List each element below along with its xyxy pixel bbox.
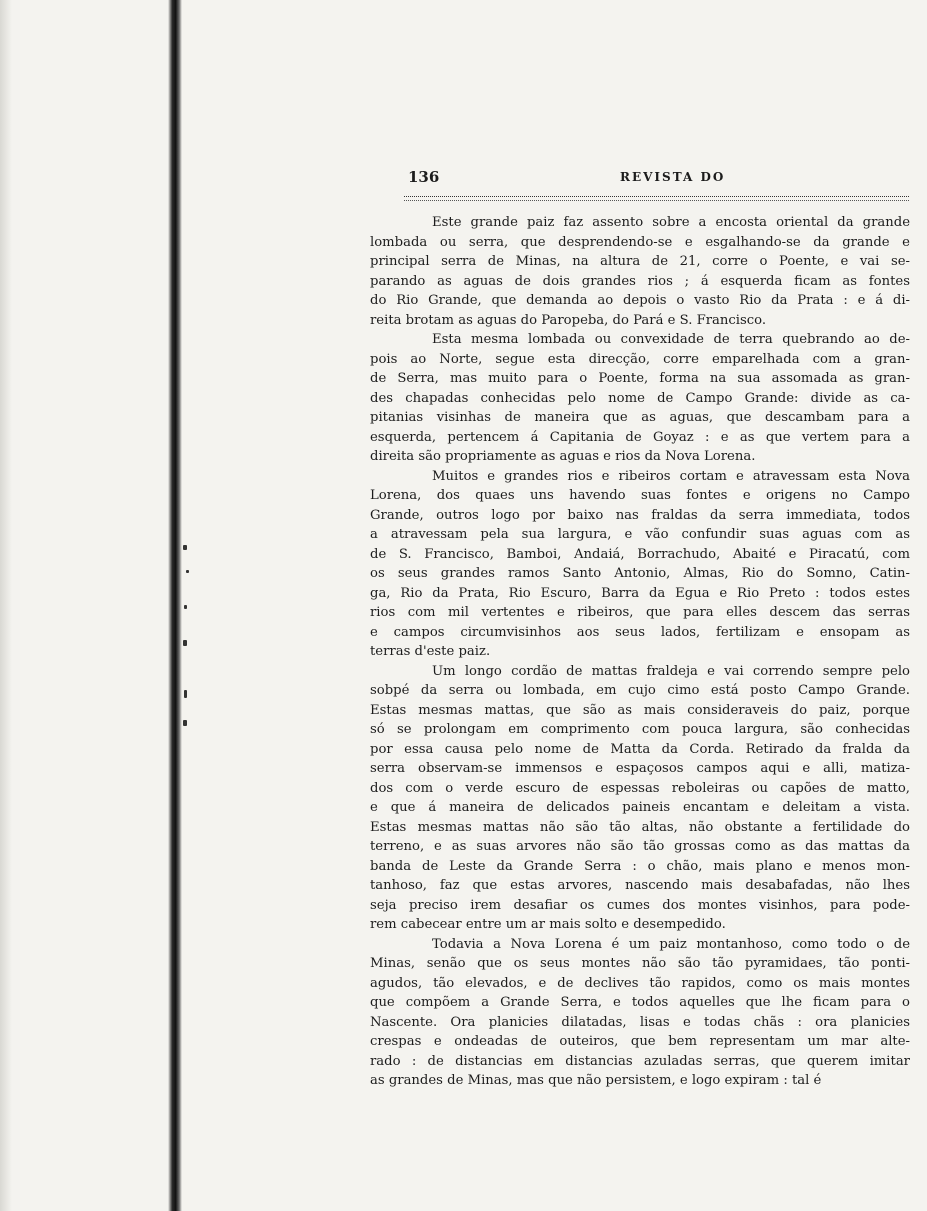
text-line: Todavia a Nova Lorena é um paiz montanhoso, como todo o de (432, 936, 910, 952)
text-line: a atravessam pela sua largura, e vão confundir suas aguas com as (370, 527, 910, 542)
page-gutter-shadow (0, 0, 12, 1211)
text-line: banda de Leste da Grande Serra : o chão, mais plano e menos mon- (370, 858, 910, 874)
text-line: Grande, outros logo por baixo nas fraldas da serra immediata, todos (370, 507, 910, 523)
text-line: os seus grandes ramos Santo Antonio, Almas, Rio do Somno, Catin- (370, 566, 910, 581)
print-speck (184, 605, 187, 609)
text-line: de S. Francisco, Bamboi, Andaiá, Borrachudo, Abaité e Piracatú, com (370, 546, 910, 562)
paragraph (370, 935, 910, 1091)
text-line: tanhoso, faz que estas arvores, nascendo mais desabafadas, não lhes (370, 878, 910, 893)
text-line: Estas mesmas mattas, que são as mais consideraveis do paiz, porque (370, 702, 910, 718)
text-line: Muitos e grandes rios e ribeiros cortam e atravessam esta Nova (432, 468, 910, 484)
text-line: terras d'este paiz. (370, 644, 491, 659)
text-line: reita brotam as aguas do Paropeba, do Pará e S. Francisco. (370, 312, 767, 328)
page-header (408, 168, 908, 194)
text-line: e campos circumvisinhos aos seus lados, fertilizam e ensopam as (370, 624, 910, 640)
text-line: Nascente. Ora planicies dilatadas, lisas e todas chãs : ora planicies (370, 1014, 910, 1030)
paragraph (370, 330, 910, 467)
text-line: rios com mil vertentes e ribeiros, que para elles descem das serras (370, 605, 910, 620)
book-binding-edge (168, 0, 182, 1211)
paragraph (370, 213, 910, 330)
text-line: seja preciso irem desafiar os cumes dos montes visinhos, para pode- (370, 897, 910, 913)
text-line: Minas, senão que os seus montes não são tão pyramidaes, tão ponti- (370, 956, 910, 971)
text-line: principal serra de Minas, na altura de 21, corre o Poente, e vai se- (370, 254, 910, 269)
text-line: de Serra, mas muito para o Poente, forma na sua assomada as gran- (370, 371, 910, 386)
running-title: REVISTA DO (620, 170, 726, 184)
paragraph (370, 467, 910, 662)
text-line: Um longo cordão de mattas fraldeja e vai correndo sempre pelo (432, 663, 910, 679)
text-line: agudos, tão elevados, e de declives tão rapidos, como os mais montes (370, 975, 910, 991)
print-speck (184, 690, 187, 698)
text-line: pois ao Norte, segue esta direcção, corre emparelhada com a gran- (370, 351, 910, 367)
text-line: serra observam-se immensos e espaçosos campos aqui e alli, matiza- (370, 761, 910, 776)
print-speck (183, 720, 187, 726)
print-speck (183, 640, 187, 646)
text-line: rado : de distancias em distancias azuladas serras, que querem imitar (370, 1053, 910, 1069)
text-line: sobpé da serra ou lombada, em cujo cimo está posto Campo Grande. (370, 683, 910, 698)
text-line: esquerda, pertencem á Capitania de Goyaz : e as que vertem para a (370, 429, 910, 445)
paragraph (370, 662, 910, 935)
text-line: pitanias visinhas de maneira que as aguas, que descambam para a (370, 410, 910, 425)
text-line: parando as aguas de dois grandes rios ; á esquerda ficam as fontes (370, 273, 910, 289)
text-line: terreno, e as suas arvores não são tão grossas como as das mattas da (370, 839, 910, 854)
text-line: Estas mesmas mattas não são tão altas, não obstante a fertilidade do (370, 819, 910, 835)
print-speck (183, 545, 187, 550)
text-line: rem cabecear entre um ar mais solto e desempedido. (370, 917, 726, 932)
text-line: e que á maneira de delicados paineis encantam e deleitam a vista. (370, 800, 910, 815)
page-number: 136 (408, 168, 440, 186)
text-line: que compõem a Grande Serra, e todos aquelles que lhe ficam para o (370, 995, 910, 1010)
print-speck (186, 570, 189, 573)
text-line: do Rio Grande, que demanda ao depois o vasto Rio da Prata : e á di- (370, 293, 910, 308)
header-rule (404, 196, 909, 201)
text-line: des chapadas conhecidas pelo nome de Campo Grande: divide as ca- (370, 390, 910, 406)
text-line: lombada ou serra, que desprendendo-se e esgalhando-se da grande e (370, 234, 910, 250)
text-line: Este grande paiz faz assento sobre a encosta oriental da grande (432, 215, 910, 230)
text-line: as grandes de Minas, mas que não persistem, e logo expiram : tal é (370, 1073, 822, 1088)
text-line: ga, Rio da Prata, Rio Escuro, Barra da Egua e Rio Preto : todos estes (370, 585, 910, 601)
text-line: por essa causa pelo nome de Matta da Corda. Retirado da fralda da (370, 741, 910, 757)
text-line: Lorena, dos quaes uns havendo suas fontes e origens no Campo (370, 488, 910, 503)
text-line: crespas e ondeadas de outeiros, que bem representam um mar alte- (370, 1034, 910, 1049)
text-line: só se prolongam em comprimento com pouca largura, são conhecidas (370, 722, 910, 737)
text-line: dos com o verde escuro de espessas reboleiras ou capões de matto, (370, 780, 910, 796)
body-text (370, 213, 910, 1091)
text-line: Esta mesma lombada ou convexidade de terra quebrando ao de- (432, 332, 910, 347)
text-line: direita são propriamente as aguas e rios da Nova Lorena. (370, 449, 756, 464)
